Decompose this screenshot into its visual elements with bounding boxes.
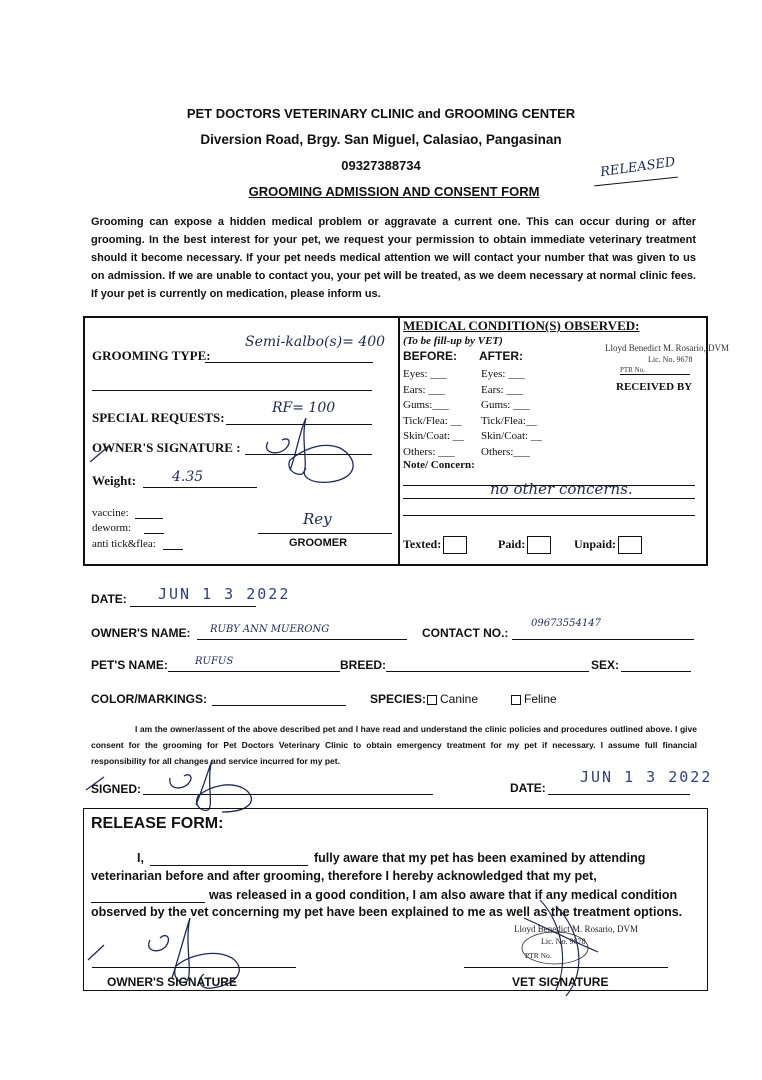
before-item: Skin/Coat: __ bbox=[403, 430, 464, 442]
medical-title: MEDICAL CONDITION(S) OBSERVED: bbox=[403, 318, 640, 333]
after-item: Others:___ bbox=[481, 445, 530, 458]
canine-option[interactable]: Canine bbox=[427, 692, 478, 706]
owner-name-label: OWNER'S NAME: bbox=[91, 626, 191, 640]
species-label: SPECIES: bbox=[370, 692, 427, 706]
grooming-type-value[interactable]: Semi-kalbo(s)= 400 bbox=[245, 334, 386, 350]
weight-value[interactable]: 4.35 bbox=[172, 469, 204, 485]
after-item: Gums: ___ bbox=[481, 399, 530, 411]
pet-name-label: PET'S NAME: bbox=[91, 658, 168, 672]
release-title: RELEASE FORM: bbox=[91, 815, 224, 832]
grooming-type-label: GROOMING TYPE: bbox=[92, 348, 211, 363]
medical-subtitle: (To be fill-up by VET) bbox=[403, 335, 503, 347]
form-title: GROOMING ADMISSION AND CONSENT FORM bbox=[248, 184, 540, 199]
paid-label: Paid: bbox=[498, 536, 551, 554]
after-item: Tick/Flea:__ bbox=[481, 414, 537, 427]
before-label: BEFORE: bbox=[403, 349, 457, 363]
note-label: Note/ Concern: bbox=[403, 459, 475, 471]
clinic-address: Diversion Road, Brgy. San Miguel, Calasiao, Pangasinan bbox=[200, 132, 562, 147]
deworm-label: deworm: bbox=[92, 522, 132, 534]
signed-date-label: DATE: bbox=[510, 781, 546, 795]
special-requests-label: SPECIAL REQUESTS: bbox=[92, 410, 225, 425]
vet-sig-label: VET SIGNATURE bbox=[512, 975, 609, 989]
release-line-4: observed by the vet concerning my pet have been explained to me as well as the treatment options. bbox=[91, 905, 683, 919]
release-line-2: veterinarian before and after grooming, therefore I hereby acknowledged that my pet, bbox=[91, 869, 597, 883]
groomer-label: GROOMER bbox=[289, 537, 348, 549]
after-item: Skin/Coat: __ bbox=[481, 430, 542, 442]
vet-stamp-ptr: PTR No. bbox=[620, 366, 645, 374]
contact-label: CONTACT NO.: bbox=[422, 626, 509, 640]
before-item: Tick/Flea: __ bbox=[403, 414, 462, 427]
vet-sig-line bbox=[464, 967, 668, 968]
release-line-3: was released in a good condition, I am also aware that if any medical condition bbox=[209, 888, 678, 902]
vet-stamp-name: Lloyd Benedict M. Rosario, DVM bbox=[605, 343, 729, 353]
released-note: RELEASED bbox=[599, 154, 677, 181]
contact-value[interactable]: 09673554147 bbox=[531, 618, 601, 629]
owner-name-value[interactable]: RUBY ANN MUERONG bbox=[210, 624, 330, 635]
clinic-name: PET DOCTORS VETERINARY CLINIC and GROOMING CENTER bbox=[186, 106, 576, 121]
signed-label: SIGNED: bbox=[91, 782, 142, 796]
received-by-label: RECEIVED BY bbox=[616, 381, 693, 393]
clinic-phone: 09327388734 bbox=[341, 158, 421, 173]
weight-label: Weight: bbox=[92, 473, 137, 488]
before-item: Ears: ___ bbox=[403, 383, 445, 396]
before-item: Eyes: ___ bbox=[403, 368, 447, 380]
owner-release-sig-line bbox=[92, 967, 296, 968]
color-label: COLOR/MARKINGS: bbox=[91, 692, 207, 706]
pet-name-value[interactable]: RUFUS bbox=[195, 656, 234, 667]
date-stamp: JUN 1 3 2022 bbox=[158, 585, 291, 603]
signed-date-stamp: JUN 1 3 2022 bbox=[580, 768, 713, 786]
release-i: I, bbox=[137, 851, 144, 865]
release-stamp-ptr: PTR No. bbox=[525, 951, 552, 960]
texted-label: Texted: bbox=[403, 536, 467, 554]
groomer-name: Rey bbox=[303, 510, 332, 528]
intro-paragraph: Grooming can expose a hidden medical problem or aggravate a current one. This can occur during or after grooming. In the best interest for your pet, we request your permission to obtain immediate veterinary treatment should it become necessary. If your pet needs medical attention we will contact your number that was given to us on admission. If we are unable to contact you, your pet will be treated, as we deem necessary at normal clinic fees. If your pet is currently on medication, please inform us. bbox=[91, 216, 696, 300]
consent-paragraph: I am the owner/assent of the above described pet and I have read and understand the clinic policies and procedures outlined above. I give consent for the grooming for Pet Doctors Veterinary Clinic to obtain emergency treatment for my pet if necessary. I assume full financial responsibility for all changes and service incurred for my pet. bbox=[91, 724, 697, 766]
special-requests-value[interactable]: RF= 100 bbox=[272, 400, 336, 416]
owner-release-sig-label: OWNER'S SIGNATURE bbox=[107, 975, 237, 989]
release-line-1: fully aware that my pet has been examined by attending bbox=[314, 851, 646, 865]
note-value[interactable]: no other concerns. bbox=[490, 480, 633, 498]
antitick-label: anti tick&flea: bbox=[92, 538, 156, 550]
feline-option[interactable]: Feline bbox=[511, 692, 557, 706]
after-item: Eyes: ___ bbox=[481, 368, 525, 380]
vet-stamp-lic: Lic. No. 9678 bbox=[648, 355, 693, 364]
owner-signature-label: OWNER'S SIGNATURE : bbox=[92, 440, 241, 455]
sex-label: SEX: bbox=[591, 658, 620, 672]
release-stamp-name: Lloyd Benedict M. Rosario, DVM bbox=[514, 924, 638, 934]
after-item: Ears: ___ bbox=[481, 383, 523, 396]
release-stamp-lic: Lic. No. 9678 bbox=[541, 937, 586, 946]
unpaid-label: Unpaid: bbox=[574, 536, 642, 554]
before-item: Gums:___ bbox=[403, 399, 449, 411]
vaccine-label: vaccine: bbox=[92, 507, 129, 519]
before-item: Others: ___ bbox=[403, 445, 455, 458]
after-label: AFTER: bbox=[479, 349, 523, 363]
breed-label: BREED: bbox=[340, 658, 387, 672]
date-label: DATE: bbox=[91, 592, 127, 606]
